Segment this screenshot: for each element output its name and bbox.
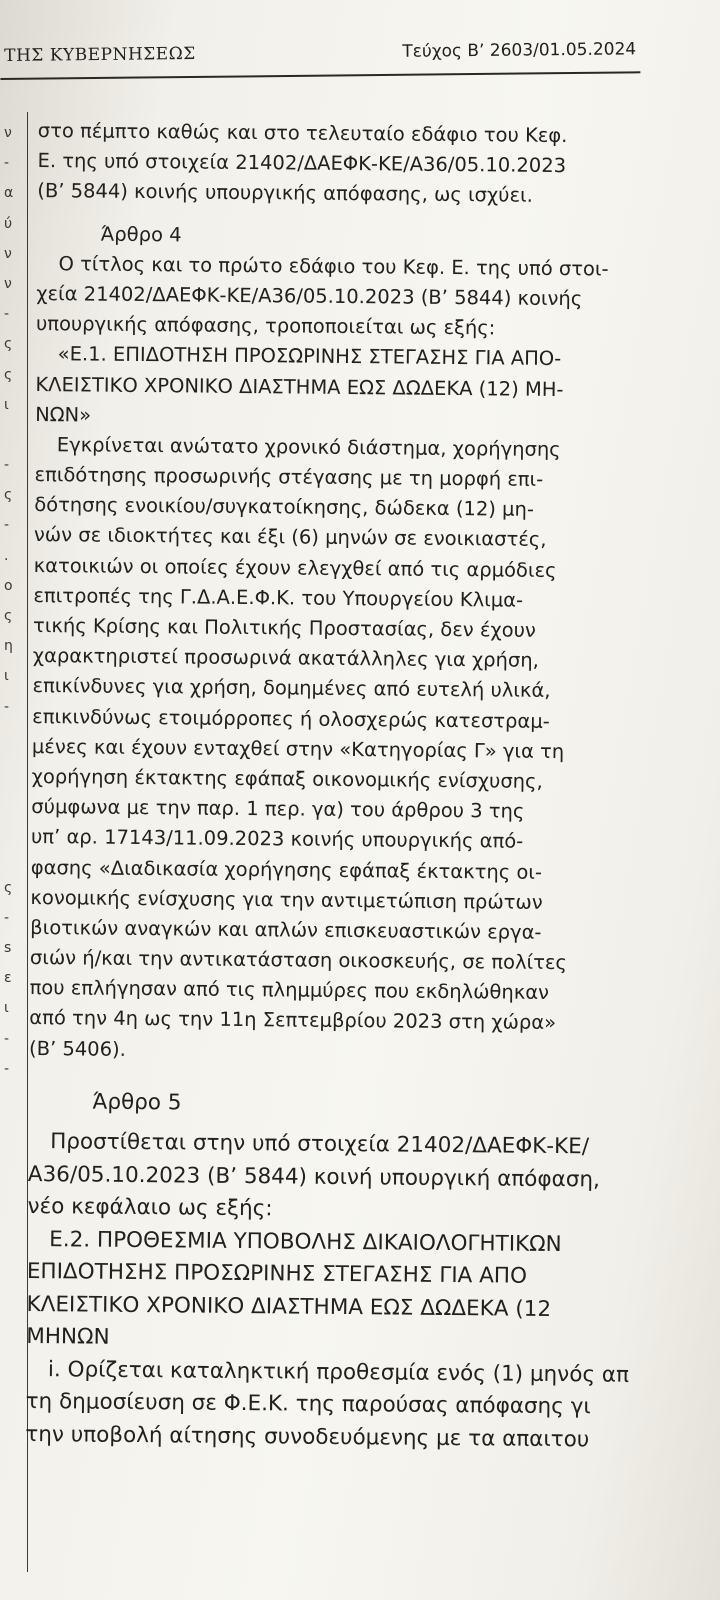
text-line: που επλήγησαν από τις πλημμύρες που εκδηλώθηκαν — [29, 976, 550, 1005]
article-5-body — [25, 1354, 706, 1458]
margin-fragment: ύ — [4, 215, 13, 232]
text-line: επιδότησης προσωρινής στέγασης με τη μορφή επι- — [34, 463, 544, 491]
margin-fragment: ν — [4, 245, 12, 262]
article-4-intro — [36, 249, 717, 346]
text-line: χεία 21402/ΔΑΕΦΚ-ΚΕ/Α36/05.10.2023 (Β’ 5844) κοινής — [36, 281, 583, 311]
margin-fragment — [4, 420, 26, 450]
text-line: νέο κεφάλαιο ως εξής: — [27, 1194, 273, 1222]
text-line: νών σε ιδιοκτήτες και έξι (6) μηνών σε ενοικιαστές, — [33, 523, 547, 552]
margin-fragment: - — [4, 1030, 10, 1047]
text-line: επιτροπές της Γ.Δ.Α.Ε.Φ.Κ. του Υπουργείου Κλιμα- — [33, 583, 524, 612]
gazette-title: ΤΗΣ ΚΥΒΕΡΝΗΣΕΩΣ — [4, 43, 196, 66]
article-5-heading: Άρθρο 5 — [92, 1089, 182, 1116]
article-5-intro — [27, 1126, 708, 1230]
text-line: σύμφωνα με την παρ. 1 περ. γα) του άρθρου 3 της — [31, 795, 525, 823]
margin-fragment: α — [4, 185, 14, 202]
text-line: Α36/05.10.2023 (Β’ 5844) κοινή υπουργική απόφαση, — [27, 1161, 600, 1193]
article-4-body — [29, 430, 715, 1070]
margin-fragment — [4, 843, 26, 873]
text-line: Προστίθεται στην υπό στοιχεία 21402/ΔΑΕΦΚ-ΚΕ/ — [50, 1129, 590, 1160]
text-line: Ε.2. ΠΡΟΘΕΣΜΙΑ ΥΠΟΒΟΛΗΣ ΔΙΚΑΙΟΛΟΓΗΤΙΚΩΝ — [49, 1226, 562, 1257]
text-line: ΕΠΙΔΟΤΗΣΗΣ ΠΡΟΣΩΡΙΝΗΣ ΣΤΕΓΑΣΗΣ ΓΙΑ ΑΠΟ — [26, 1259, 528, 1290]
text-line: βιοτικών αναγκών και απλών επισκευαστικών εργα- — [30, 915, 542, 944]
text-line: σιών ή/και την αντικατάσταση οικοσκευής, σε πολίτες — [29, 946, 568, 975]
text-line: κατοικιών οι οποίες έχουν ελεγχθεί από τις αρμόδιες — [33, 553, 557, 582]
text-line: (Β’ 5406). — [28, 1036, 126, 1061]
text-line: τη δημοσίευση σε Φ.Ε.Κ. της παρούσας απόφασης γι — [25, 1389, 591, 1420]
text-line: Ε. της υπό στοιχεία 21402/ΔΑΕΦΚ-ΚΕ/Α36/05.10.2023 — [37, 149, 567, 178]
text-line: χαρακτηριστεί προσωρινά ακατάλληλες για χρήση, — [32, 644, 539, 673]
article-5-title — [26, 1224, 707, 1361]
margin-fragment — [4, 752, 26, 782]
margin-fragment: ς — [4, 487, 13, 504]
text-line: «Ε.1. ΕΠΙΔΟΤΗΣΗ ΠΡΟΣΩΡΙΝΗΣ ΣΤΕΓΑΣΗΣ ΓΙΑ ΑΠΟ- — [57, 342, 562, 371]
text-line: Εγκρίνεται ανώτατο χρονικό διάστημα, χορήγησης — [56, 433, 561, 461]
article-4-heading: Άρθρο 4 — [100, 222, 182, 246]
margin-fragment: . — [4, 547, 9, 564]
article-4-title — [35, 339, 716, 436]
margin-fragment: ε — [4, 970, 12, 987]
margin-fragment: - — [4, 457, 10, 474]
margin-fragment: ν — [4, 275, 12, 292]
text-line: υπουργικής απόφασης, τροποποιείται ως εξής: — [35, 312, 496, 340]
margin-fragment: η — [4, 638, 13, 655]
margin-fragment: s — [4, 940, 12, 957]
margin-fragment — [4, 722, 26, 752]
text-line: i. Ορίζεται καταληκτική προθεσμία ενός (1) μηνός απ — [47, 1356, 630, 1388]
main-column — [25, 116, 718, 1458]
margin-fragment: ς — [4, 879, 13, 896]
margin-fragment: ς — [4, 336, 13, 353]
text-line: ΝΩΝ» — [35, 402, 92, 427]
margin-fragment: ς — [4, 608, 13, 624]
text-line: φασης «Διαδικασία χορήγησης εφάπαξ έκτακτης οι- — [30, 855, 543, 884]
text-line: μένες και έχουν ενταχθεί στην «Κατηγορίας Γ» για τη — [31, 734, 565, 763]
text-line: επικίνδυνες για χρήση, δομημένες από ευτελή υλικά, — [32, 674, 551, 703]
text-line: στο πέμπτο καθώς και στο τελευταίο εδάφιο του Κεφ. — [37, 118, 568, 148]
text-line: υπ’ αρ. 17143/11.09.2023 κοινής υπουργικής από- — [30, 825, 524, 854]
text-line: την υποβολή αίτησης συνοδευόμενης με τα απαιτου — [25, 1421, 590, 1453]
article-3-tail — [37, 116, 718, 213]
margin-fragment: ν — [4, 125, 12, 141]
margin-fragment: ι — [4, 396, 9, 413]
text-line: τικής Κρίσης και Πολιτικής Προστασίας, δεν έχουν — [32, 613, 536, 642]
text-line: ΚΛΕΙΣΤΙΚΟ ΧΡΟΝΙΚΟ ΔΙΑΣΤΗΜΑ ΕΩΣ ΔΩΔΕΚΑ (12 — [26, 1291, 552, 1322]
margin-fragment: - — [4, 1060, 10, 1077]
margin-fragment: ι — [4, 668, 9, 685]
margin-fragment — [4, 812, 26, 842]
margin-fragment: - — [4, 909, 10, 926]
text-line: κονομικής ενίσχυσης για την αντιμετώπιση πρώτων — [30, 885, 543, 914]
margin-fragment: - — [4, 155, 10, 172]
margin-fragment: ι — [4, 1000, 9, 1017]
previous-column-fragment — [4, 118, 26, 1298]
margin-fragment: - — [4, 306, 10, 323]
text-line: (Β’ 5844) κοινής υπουργικής απόφασης, ως ισχύει. — [37, 179, 533, 208]
page-header — [0, 31, 640, 80]
issue-number: Τεύχος Β’ 2603/01.05.2024 — [402, 39, 637, 62]
margin-fragment: ο — [4, 577, 13, 594]
text-line: χορήγηση έκτακτης εφάπαξ οικονομικής ενίσχυσης, — [31, 764, 543, 793]
text-line: από την 4η ως την 11η Σεπτεμβρίου 2023 στη χώρα» — [29, 1006, 557, 1035]
margin-fragment — [4, 782, 26, 812]
text-line: Ο τίτλος και το πρώτο εδάφιο του Κεφ. Ε. της υπό στοι- — [58, 251, 609, 281]
margin-fragment: - — [4, 698, 10, 715]
text-line: ΜΗΝΩΝ — [26, 1324, 110, 1351]
margin-fragment: - — [4, 517, 10, 534]
text-line: ΚΛΕΙΣΤΙΚΟ ΧΡΟΝΙΚΟ ΔΙΑΣΤΗΜΑ ΕΩΣ ΔΩΔΕΚΑ (12) ΜΗ- — [35, 372, 564, 401]
text-line: επικινδύνως ετοιμόρροπες ή ολοσχερώς κατεστραμ- — [32, 704, 550, 733]
text-line: δότησης ενοικίου/συγκατοίκησης, δώδεκα (12) μη- — [34, 493, 535, 522]
margin-fragment: ς — [4, 366, 13, 383]
